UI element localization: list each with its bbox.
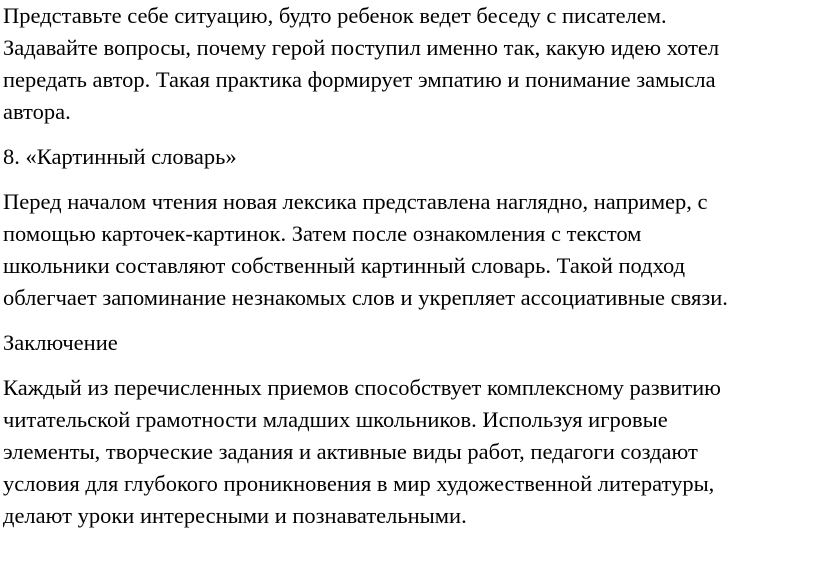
text-line: Задавайте вопросы, почему герой поступил именно так, какую идею хотел	[3, 35, 720, 60]
document-body	[3, 0, 811, 532]
text-line: Представьте себе ситуацию, будто ребенок ведет беседу с писателем.	[3, 3, 667, 28]
text-line: Каждый из перечисленных приемов способствует комплексному развитию	[3, 375, 721, 400]
text-line: передать автор. Такая практика формирует эмпатию и понимание замысла	[3, 67, 716, 92]
text-line: условия для глубокого проникновения в мир художественной литературы,	[3, 471, 715, 496]
section-heading-picture-dictionary	[3, 141, 811, 173]
paragraph-conclusion	[3, 372, 811, 532]
text-line: Перед началом чтения новая лексика представлена наглядно, например, с	[3, 189, 708, 214]
text-line: элементы, творческие задания и активные виды работ, педагоги создают	[3, 439, 698, 464]
paragraph-picture-dictionary	[3, 186, 811, 314]
section-heading-conclusion	[3, 327, 811, 359]
text-line: облегчает запоминание незнакомых слов и укрепляет ассоциативные связи.	[3, 285, 728, 310]
text-line: автора.	[3, 99, 71, 124]
text-line: читательской грамотности младших школьников. Используя игровые	[3, 407, 668, 432]
text-line: школьники составляют собственный картинный словарь. Такой подход	[3, 253, 686, 278]
heading-text: 8. «Картинный словарь»	[3, 144, 237, 169]
heading-text: Заключение	[3, 330, 118, 355]
paragraph-dialogue-with-author	[3, 0, 811, 128]
text-line: помощью карточек-картинок. Затем после ознакомления с текстом	[3, 221, 642, 246]
text-line: делают уроки интересными и познавательными.	[3, 503, 467, 528]
